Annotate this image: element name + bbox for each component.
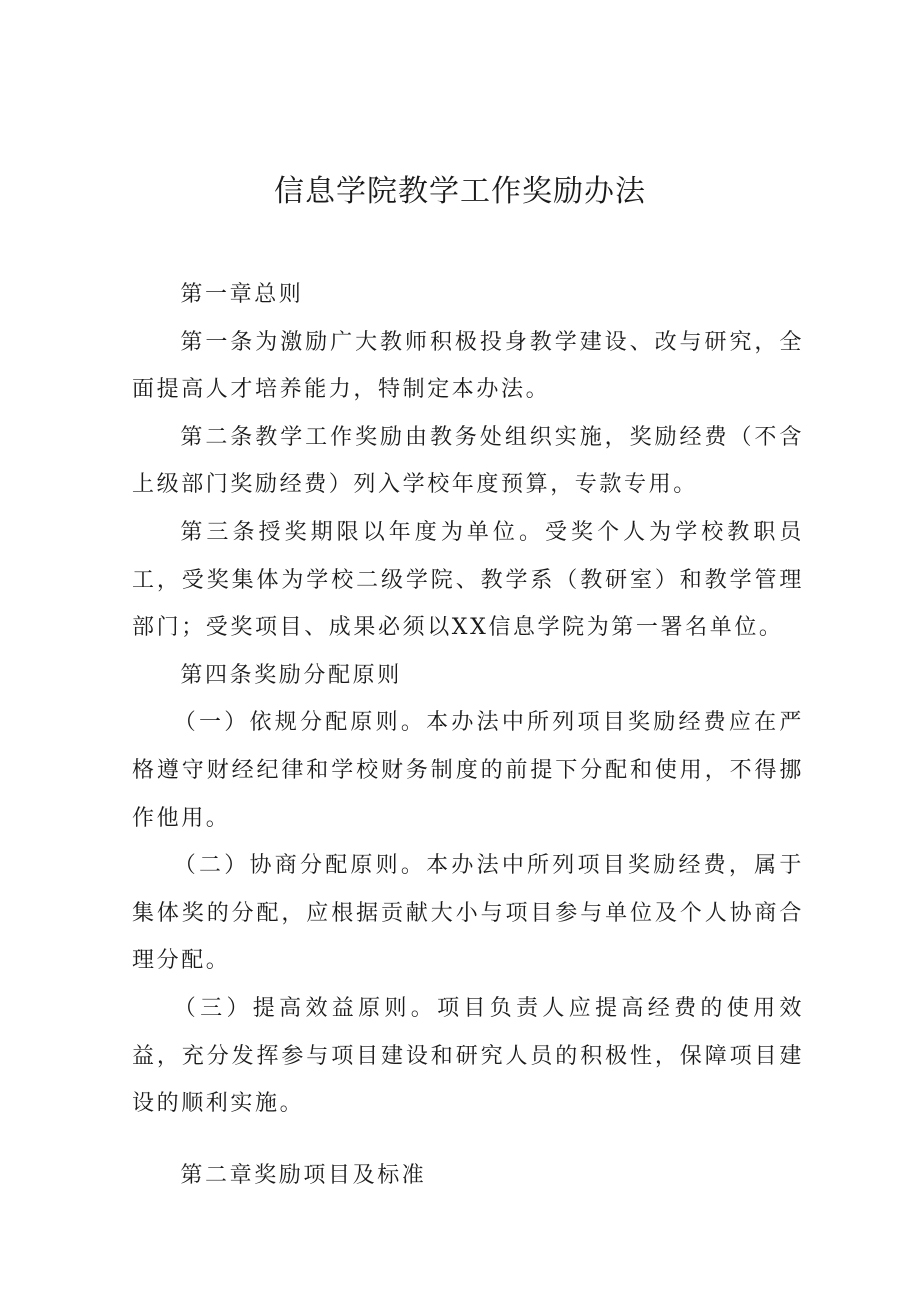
article-heading: 第四条奖励分配原则 [180,662,402,688]
principle-paragraph: （一）依规分配原则。本办法中所列项目奖励经费应在严格遵守财经纪律和学校财务制度的前提下分配和使用，不得挪作他用。 [132,710,804,831]
chapter-heading: 第一章总则 [180,282,304,307]
chapter-heading: 第二章奖励项目及标准 [180,1162,427,1188]
principle-paragraph: （二）协商分配原则。本办法中所列项目奖励经费，属于集体奖的分配，应根据贡献大小与项目参与单位及个人协商合理分配。 [132,853,804,974]
article-paragraph: 第一条为激励广大教师积极投身教学建设、改与研究，全面提高人才培养能力，特制定本办法。 [132,329,804,403]
article-paragraph: 第三条授奖期限以年度为单位。受奖个人为学校教职员工，受奖集体为学校二级学院、教学系（教研室）和教学管理部门；受奖项目、成果必须以XX信息学院为第一署名单位。 [132,519,804,641]
document-title: 信息学院教学工作奖励办法 [274,174,646,209]
article-paragraph: 第二条教学工作奖励由教务处组织实施，奖励经费（不含上级部门奖励经费）列入学校年度预算，专款专用。 [132,424,804,498]
principle-paragraph: （三）提高效益原则。项目负责人应提高经费的使用效益，充分发挥参与项目建设和研究人员的积极性，保障项目建设的顺利实施。 [132,995,804,1117]
document-body [132,271,804,1199]
